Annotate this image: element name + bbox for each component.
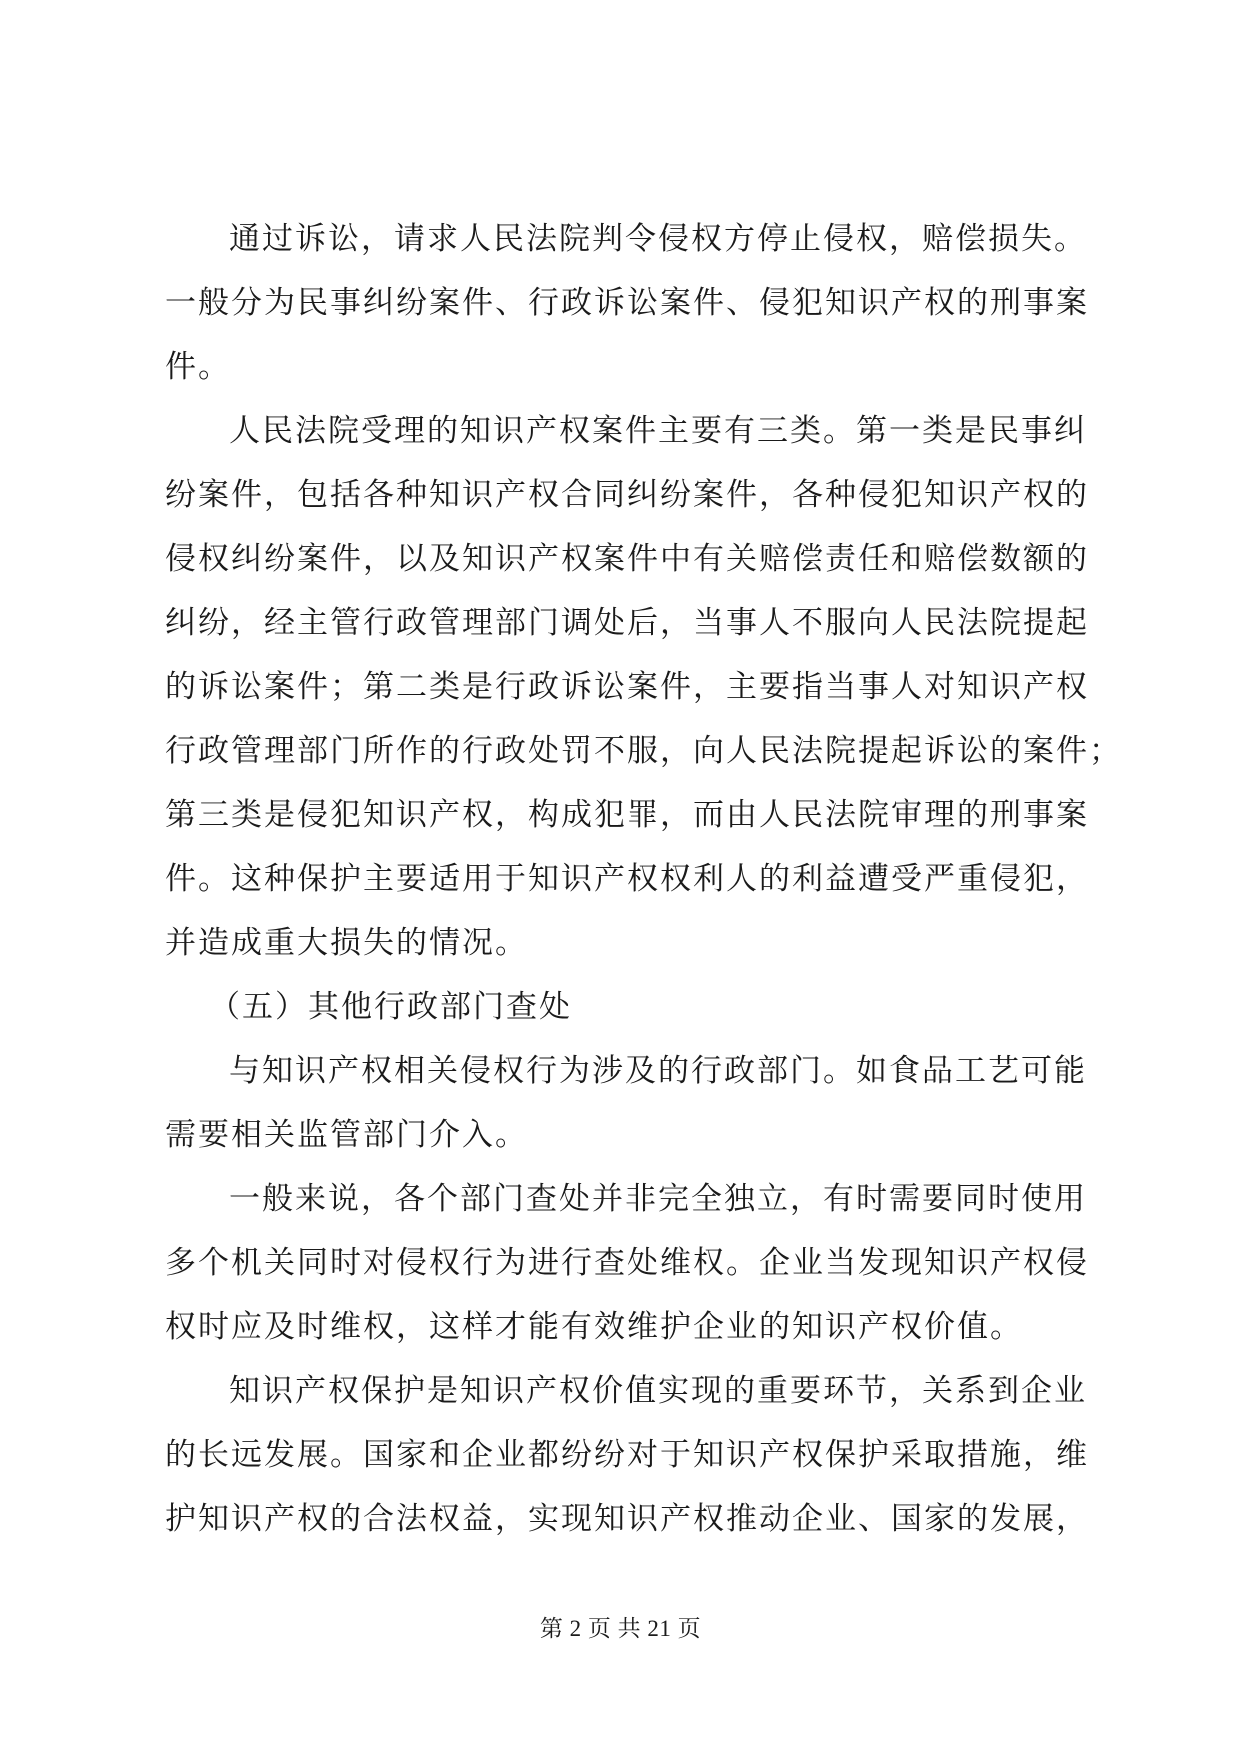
paragraph-line: 纠纷，经主管行政管理部门调处后，当事人不服向人民法院提起	[165, 605, 1089, 641]
paragraph-line: 一般来说，各个部门查处并非完全独立，有时需要同时使用	[229, 1181, 1087, 1217]
section-heading: （五）其他行政部门查处	[209, 989, 572, 1025]
paragraph-line: 通过诉讼，请求人民法院判令侵权方停止侵权，赔偿损失。	[229, 221, 1087, 257]
paragraph-line: 侵权纠纷案件，以及知识产权案件中有关赔偿责任和赔偿数额的	[165, 541, 1089, 577]
paragraph-line: 一般分为民事纠纷案件、行政诉讼案件、侵犯知识产权的刑事案	[165, 285, 1089, 321]
document-body	[165, 221, 1122, 1566]
paragraph-line: 行政管理部门所作的行政处罚不服，向人民法院提起诉讼的案件；	[165, 733, 1122, 769]
paragraph-line: 护知识产权的合法权益，实现知识产权推动企业、国家的发展，	[165, 1501, 1089, 1537]
paragraph-line: 与知识产权相关侵权行为涉及的行政部门。如食品工艺可能	[229, 1053, 1087, 1089]
paragraph-line: 多个机关同时对侵权行为进行查处维权。企业当发现知识产权侵	[165, 1245, 1089, 1281]
paragraph-line: 第三类是侵犯知识产权，构成犯罪，而由人民法院审理的刑事案	[165, 797, 1089, 833]
paragraph-line: 知识产权保护是知识产权价值实现的重要环节，关系到企业	[229, 1373, 1087, 1409]
paragraph-line: 权时应及时维权，这样才能有效维护企业的知识产权价值。	[165, 1309, 1023, 1345]
page-number-footer: 第 2 页 共 21 页	[539, 1616, 702, 1641]
paragraph-line: 件。这种保护主要适用于知识产权权利人的利益遭受严重侵犯，	[165, 861, 1089, 897]
paragraph-line: 需要相关监管部门介入。	[165, 1117, 528, 1153]
paragraph-line: 的诉讼案件；第二类是行政诉讼案件，主要指当事人对知识产权	[165, 669, 1089, 705]
paragraph-line: 的长远发展。国家和企业都纷纷对于知识产权保护采取措施，维	[165, 1437, 1089, 1473]
paragraph-line: 纷案件，包括各种知识产权合同纠纷案件，各种侵犯知识产权的	[165, 477, 1089, 513]
paragraph-line: 人民法院受理的知识产权案件主要有三类。第一类是民事纠	[229, 413, 1087, 449]
paragraph-line: 件。	[165, 349, 231, 385]
paragraph-line: 并造成重大损失的情况。	[165, 925, 528, 961]
